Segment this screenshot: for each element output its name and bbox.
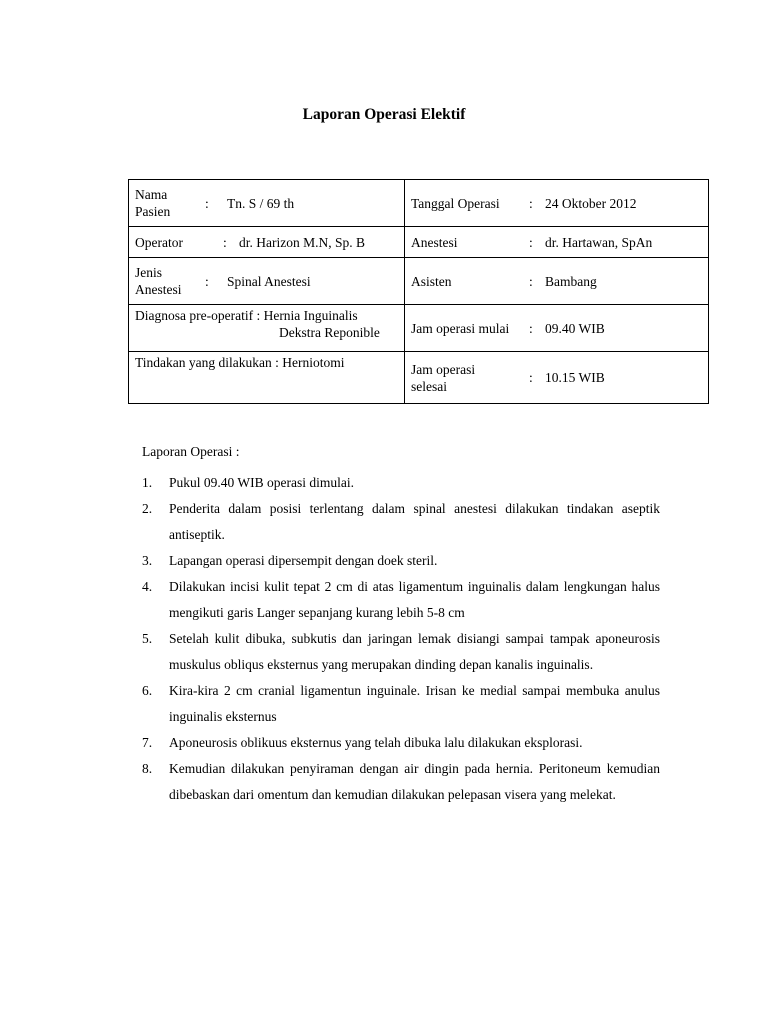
colon: :	[529, 234, 533, 250]
end-time-cell	[411, 352, 702, 403]
anesthetist-label: Anestesi	[411, 234, 458, 250]
table-row	[129, 258, 709, 305]
anesthesia-type-label: Jenis Anestesi	[135, 265, 182, 297]
step-number: 7.	[142, 735, 153, 750]
table-row	[129, 305, 709, 352]
start-time-value: 09.40 WIB	[545, 320, 605, 336]
operation-date-value: 24 Oktober 2012	[545, 195, 637, 211]
colon: :	[223, 234, 227, 250]
patient-name-cell	[135, 180, 398, 226]
table-row	[129, 352, 709, 404]
step-text: Dilakukan incisi kulit tepat 2 cm di atas ligamentum inguinalis dalam lengkungan halus mengikuti garis Langer sepanjang kurang lebih 5-8 cm	[169, 579, 660, 620]
colon: :	[205, 273, 209, 289]
step-number: 5.	[142, 631, 153, 646]
patient-name-value: Tn. S / 69 th	[227, 195, 295, 211]
step-number: 1.	[142, 475, 153, 490]
step-text: Penderita dalam posisi terlentang dalam spinal anestesi dilakukan tindakan aseptik antiseptik.	[169, 501, 660, 542]
operator-label: Operator	[135, 234, 183, 250]
operator-value: dr. Harizon M.N, Sp. B	[239, 234, 365, 250]
list-item	[142, 626, 660, 678]
table-row	[129, 180, 709, 227]
procedure-steps-list	[142, 470, 660, 808]
start-time-cell	[411, 305, 702, 351]
anesthesia-type-value: Spinal Anestesi	[227, 273, 311, 289]
step-number: 8.	[142, 761, 153, 776]
list-item	[142, 470, 660, 496]
list-item	[142, 678, 660, 730]
colon: :	[529, 370, 533, 385]
operator-cell	[135, 227, 398, 257]
colon: :	[529, 320, 533, 336]
start-time-label: Jam operasi mulai	[411, 320, 510, 336]
step-text: Kira-kira 2 cm cranial ligamentun inguinale. Irisan ke medial sampai membuka anulus inguinalis eksternus	[169, 683, 660, 724]
patient-name-label: Nama Pasien	[135, 187, 171, 219]
operation-date-label: Tanggal Operasi	[411, 195, 500, 211]
step-number: 2.	[142, 501, 153, 516]
assistant-value: Bambang	[545, 273, 597, 289]
step-text: Setelah kulit dibuka, subkutis dan jaringan lemak disiangi sampai tampak aponeurosis muskulus obliqus eksternus yang merupakan dinding depan kanalis inguinalis.	[169, 631, 660, 672]
report-section-label: Laporan Operasi :	[142, 444, 240, 459]
diagnosis-label: Diagnosa pre-operatif : Hernia Inguinalis	[135, 308, 358, 323]
operation-date-cell	[411, 180, 702, 226]
step-number: 3.	[142, 553, 153, 568]
diagnosis-cell	[135, 305, 398, 353]
anesthetist-value: dr. Hartawan, SpAn	[545, 234, 653, 250]
procedure-label: Tindakan yang dilakukan : Herniotomi	[135, 355, 345, 370]
list-item	[142, 574, 660, 626]
diagnosis-line2: Dekstra Reponible	[279, 325, 380, 340]
table-row	[129, 227, 709, 258]
colon: :	[529, 273, 533, 289]
step-text: Pukul 09.40 WIB operasi dimulai.	[169, 475, 354, 490]
end-time-label: Jam operasi selesai	[411, 361, 476, 394]
colon: :	[529, 195, 533, 211]
step-text: Kemudian dilakukan penyiraman dengan air dingin pada hernia. Peritoneum kemudian dibebaskan dari omentum dan kemudian dilakukan pelepasan visera yang melekat.	[169, 761, 660, 802]
step-text: Aponeurosis oblikuus eksternus yang telah dibuka lalu dilakukan eksplorasi.	[169, 735, 583, 750]
end-time-value: 10.15 WIB	[545, 370, 605, 385]
anesthetist-cell	[411, 227, 702, 257]
list-item	[142, 548, 660, 574]
operation-info-table	[128, 179, 709, 404]
assistant-label: Asisten	[411, 273, 452, 289]
list-item	[142, 730, 660, 756]
step-number: 4.	[142, 579, 153, 594]
anesthesia-type-cell	[135, 258, 398, 304]
assistant-cell	[411, 258, 702, 304]
document-title: Laporan Operasi Elektif	[302, 106, 466, 123]
step-number: 6.	[142, 683, 153, 698]
step-text: Lapangan operasi dipersempit dengan doek steril.	[169, 553, 438, 568]
procedure-cell	[135, 352, 398, 405]
list-item	[142, 496, 660, 548]
list-item	[142, 756, 660, 808]
colon: :	[205, 195, 209, 211]
